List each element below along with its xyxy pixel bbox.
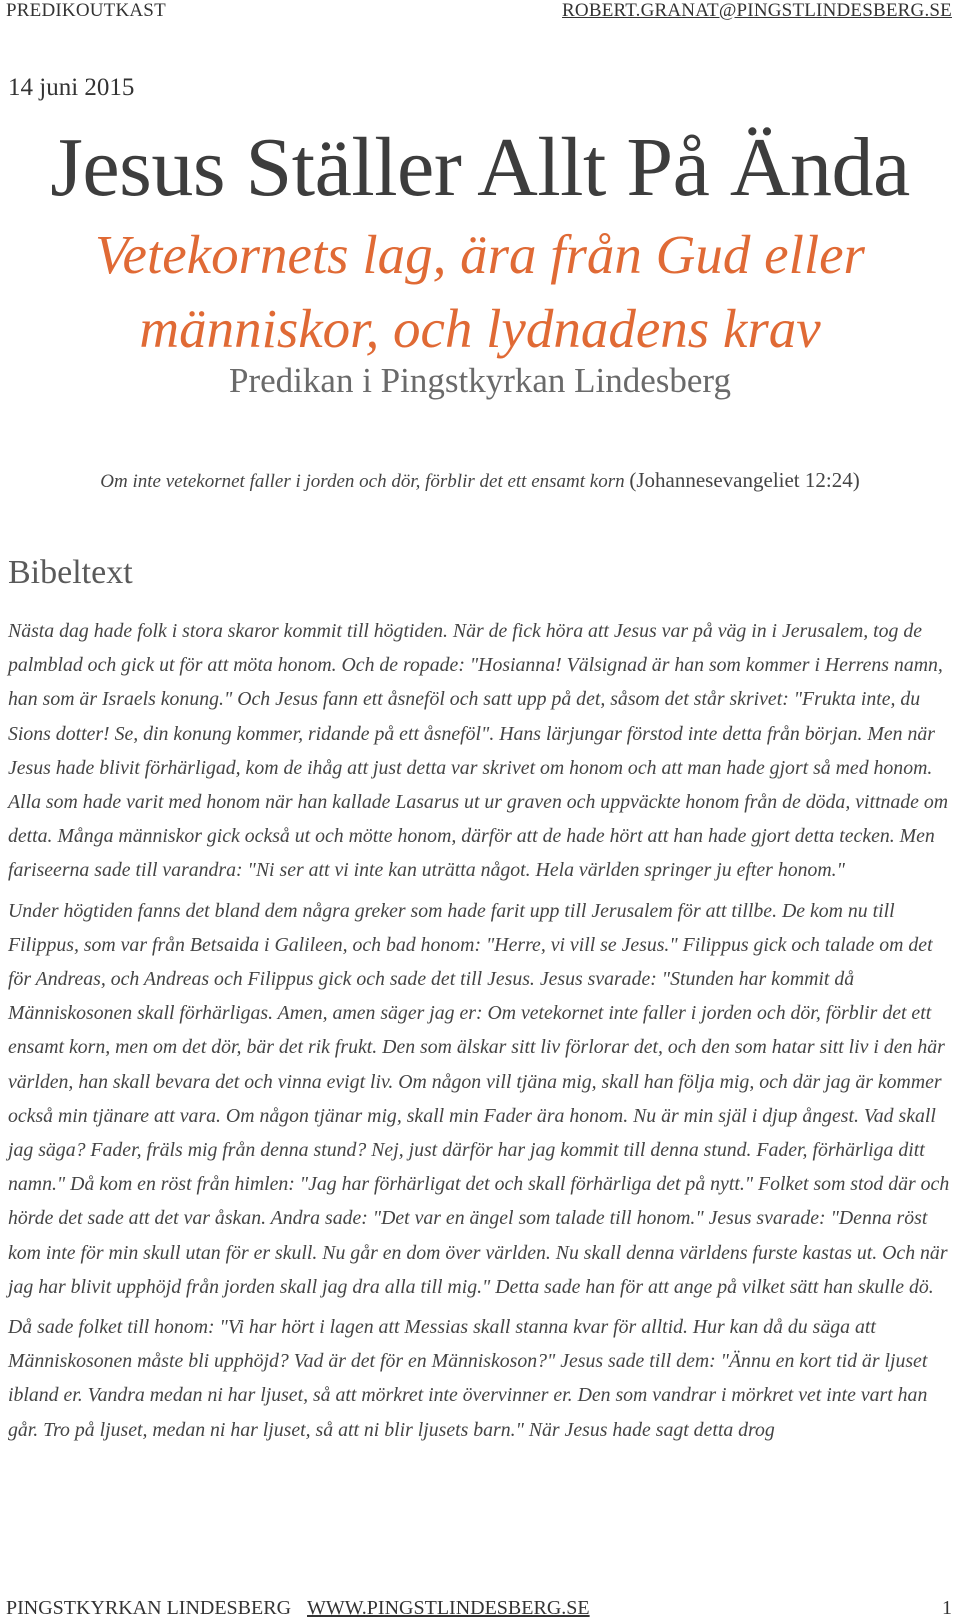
header-email-link[interactable]: ROBERT.GRANAT@PINGSTLINDESBERG.SE — [562, 0, 952, 21]
section-heading: Bibeltext — [8, 554, 133, 591]
footer-org: PINGSTKYRKAN LINDESBERG — [6, 1596, 292, 1619]
page-footer — [6, 1596, 952, 1620]
epigraph-quote: Om inte vetekornet faller i jorden och dör, förblir det ett ensamt korn — [100, 471, 625, 492]
epigraph — [0, 468, 960, 493]
epigraph-reference: (Johannesevangeliet 12:24) — [629, 468, 860, 492]
page-title: Jesus Ställer Allt På Ända — [50, 121, 910, 214]
header-label: PREDIKOUTKAST — [6, 0, 166, 21]
bible-paragraph: Då sade folket till honom: "Vi har hört i lagen att Messias skall stanna kvar för alltid. Hur kan då du säga att Människosonen måste bli upphöjd? Vad är det för en Människoson?" Jesus sade till dem: "Ännu en kort tid är ljuset ibland er. Vandra medan ni har ljuset, så att mörkret inte övervinner er. Den som vandrar i mörkret vet inte vart han går. Tro på ljuset, medan ni har ljuset, så att ni blir ljusets barn." När Jesus hade sagt detta drog — [8, 1316, 928, 1441]
bible-paragraph: Nästa dag hade folk i stora skaror kommit till högtiden. När de fick höra att Jesus var på väg in i Jerusalem, tog de palmblad och gick ut för att möta honom. Och de ropade: "Hosianna! Välsignad är han som kommer i Herrens namn, han som är Israels konung." Och Jesus fann ett åsneföl och satt upp på det, såsom det står skrivet: "Frukta inte, du Sions dotter! Se, din konung kommer, ridande på ett åsneföl". Hans lärjungar förstod inte detta från början. Men när Jesus hade blivit förhärligad, kom de ihåg att just detta var skrivet om honom och att man hade gjort så med honom. Alla som hade varit med honom när han kallade Lasarus ut ur graven och uppväckte honom från de döda, vittnade om detta. Många människor gick också ut och mötte honom, därför att de hade hört att han hade gjort detta tecken. Men fariseerna sade till varandra: "Ni ser att vi inte kan uträtta något. Hela världen springer ju efter honom." — [8, 620, 949, 882]
sermon-venue: Predikan i Pingstkyrkan Lindesberg — [229, 361, 731, 400]
sermon-date: 14 juni 2015 — [8, 74, 135, 101]
bible-text — [8, 614, 956, 1453]
bible-paragraph: Under högtiden fanns det bland dem några greker som hade farit upp till Jerusalem för att tillbe. De kom nu till Filippus, som var från Betsaida i Galileen, och bad honom: "Herre, vi vill se Jesus." Filippus gick och talade om det för Andreas, och Andreas och Filippus gick och sade det till Jesus. Jesus svarade: "Stunden har kommit då Människosonen skall förhärligas. Amen, amen säger jag er: Om vetekornet inte faller i jorden och dör, förblir det ett ensamt korn, men om det dör, bär det rik frukt. Den som älskar sitt liv förlorar det, och den som hatar sitt liv i den här världen, han skall bevara det och vinna evigt liv. Om någon vill tjäna mig, skall han följa mig, och där jag är kommer också min tjänare att vara. Om någon tjänar mig, skall min Fader ära honom. Nu är min själ i djup ångest. Vad skall jag säga? Fader, fräls mig från denna stund? Nej, just därför har jag kommit till denna stund. Fader, förhärliga ditt namn." Då kom en röst från himlen: "Jag har förhärligat det och skall förhärliga det på nytt." Folket som stod där och hörde det sade att det var åskan. Andra sade: "Det var en ängel som talade till honom." Jesus svarade: "Denna röst kom inte för min skull utan för er skull. Nu går en dom över världen. Nu skall denna världens furste kastas ut. Och när jag har blivit upphöjd från jorden skall jag dra alla till mig." Detta sade han för att ange på vilket sätt han skulle dö. — [8, 899, 950, 1298]
footer-website-link[interactable]: WWW.PINGSTLINDESBERG.SE — [307, 1596, 590, 1619]
page-header — [6, 0, 952, 22]
page-number: 1 — [942, 1596, 952, 1619]
page-subtitle: Vetekornets lag, ära från Gud eller människor, och lydnadens krav — [95, 224, 865, 359]
